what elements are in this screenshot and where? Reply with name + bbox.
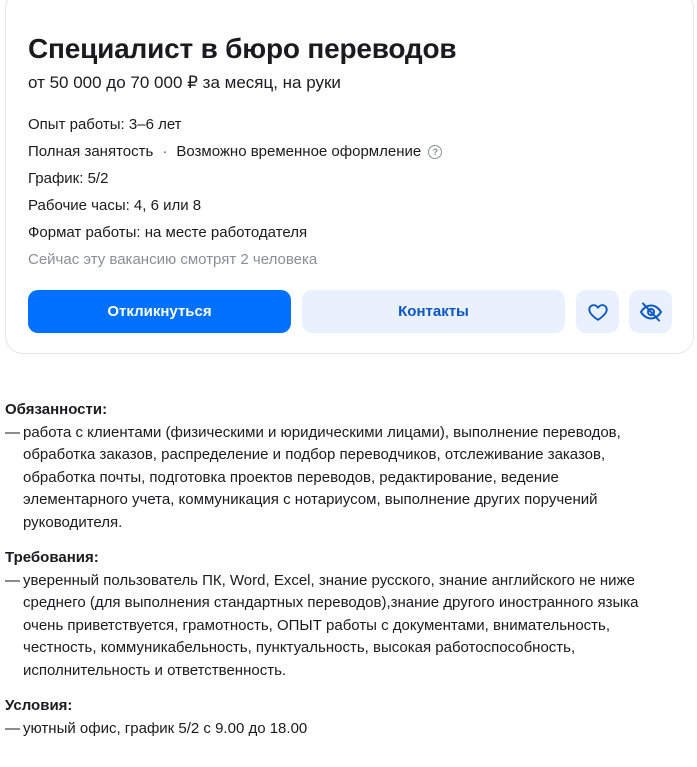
text-line: обработка заказов, распределение и подбор переводчиков, отслеживание заказов,: [23, 446, 606, 464]
respond-button[interactable]: Откликнуться: [28, 290, 291, 333]
responsibilities-text: [23, 422, 621, 534]
text-line: работа с клиентами (физическими и юридическими лицами), выполнение переводов,: [23, 424, 621, 441]
hide-button[interactable]: [629, 290, 672, 333]
requirements-item: [5, 570, 690, 682]
conditions-section: [5, 697, 690, 740]
list-dash: —: [5, 720, 20, 737]
working-hours: Рабочие часы: 4, 6 или 8: [28, 197, 202, 214]
requirements-section: [5, 549, 690, 682]
experience: Опыт работы: 3–6 лет: [28, 116, 182, 133]
text-line: уверенный пользователь ПК, Word, Excel, знание русского, знание английского не ниже: [23, 572, 635, 589]
text-line: очень приветствуется, грамотность, ОПЫТ работы с документами, внимательность,: [23, 616, 611, 634]
conditions-text: [23, 718, 307, 740]
requirements-text: [23, 570, 639, 682]
responsibilities-item: [5, 422, 690, 534]
vacancy-salary: от 50 000 до 70 000 ₽ за месяц, на руки: [28, 73, 341, 92]
list-dash: —: [5, 572, 20, 589]
text-line: уютный офис, график 5/2 с 9.00 до 18.00: [23, 720, 308, 737]
text-line: обработка почты, подготовка проектов переводов, редактирование, ведение: [23, 468, 559, 486]
employment-extra: Возможно временное оформление: [176, 143, 422, 160]
employment-type: Полная занятость: [28, 143, 154, 160]
work-format: Формат работы: на месте работодателя: [28, 224, 308, 241]
text-line: руководителя.: [23, 513, 123, 531]
vacancy-card: [5, 0, 694, 354]
list-dash: —: [5, 424, 20, 441]
eye-off-icon: [639, 300, 663, 324]
contacts-button[interactable]: Контакты: [302, 290, 565, 333]
vacancy-title: Специалист в бюро переводов: [28, 33, 457, 64]
responsibilities-title: Обязанности:: [5, 401, 108, 418]
requirements-title: Требования:: [5, 549, 99, 566]
question-icon[interactable]: ?: [428, 145, 442, 159]
text-line: исполнительность и ответственность.: [23, 661, 287, 679]
employment-row: [28, 143, 442, 160]
schedule: График: 5/2: [28, 170, 109, 187]
text-line: элементарного учета, коммуникация с нотариусом, выполнение других поручений: [23, 491, 598, 509]
conditions-title: Условия:: [5, 697, 73, 714]
heart-icon: [587, 301, 609, 323]
text-line: среднего (для выполнения стандартных переводов),знание другого иностранного языка: [23, 594, 639, 612]
separator-dot: ·: [162, 143, 168, 160]
viewers-count: Сейчас эту вакансию смотрят 2 человека: [28, 251, 318, 268]
conditions-item: [5, 718, 690, 740]
favorite-button[interactable]: [576, 290, 619, 333]
responsibilities-section: [5, 401, 690, 534]
text-line: честность, коммуникабельность, пунктуальность, высокая работоспособность,: [23, 639, 576, 657]
